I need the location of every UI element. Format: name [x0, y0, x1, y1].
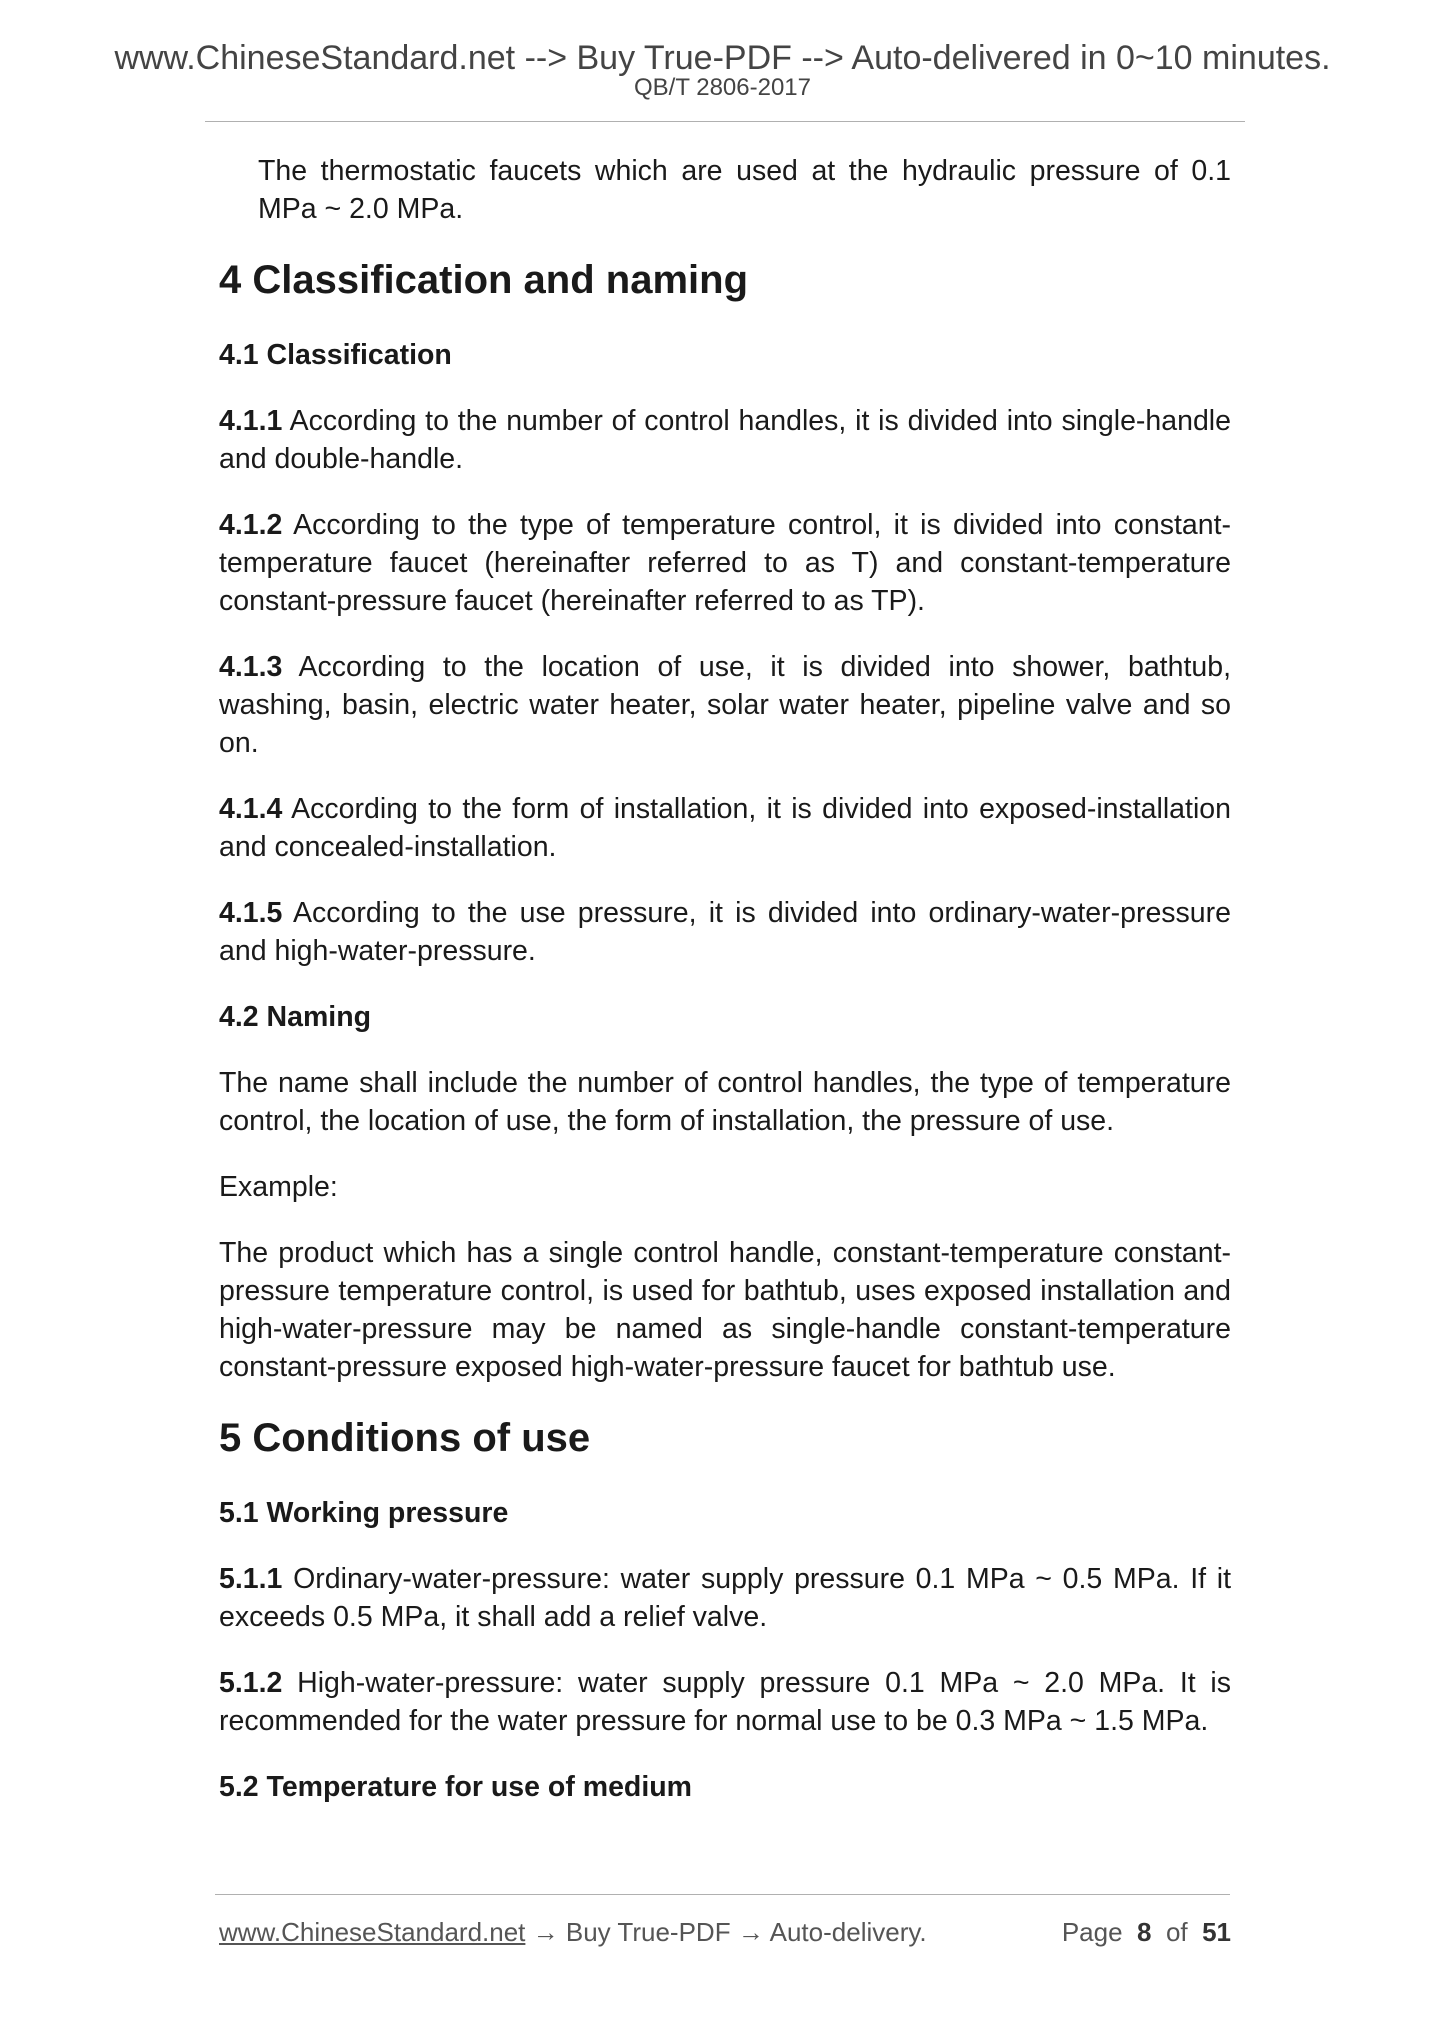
- clause-5-1-2: [219, 1664, 1231, 1740]
- example-label: Example:: [219, 1171, 338, 1203]
- subsection-5-1-heading: 5.1 Working pressure: [219, 1497, 509, 1529]
- subsection-4-1-heading: 4.1 Classification: [219, 339, 452, 371]
- standard-code: QB/T 2806-2017: [633, 74, 811, 101]
- clause-5-1-1: [219, 1560, 1231, 1636]
- clause-number: 4.1.1: [219, 405, 283, 437]
- document-body: [219, 152, 1231, 1834]
- clause-text: According to the location of use, it is divided into shower, bathtub, washing, basin, electric water heater, solar water heater, pipeline valve and so on.: [219, 651, 1231, 759]
- header-divider: [205, 121, 1245, 122]
- clause-4-1-5: [219, 894, 1231, 970]
- clause-text: According to the form of installation, it is divided into exposed-installation and concealed-installation.: [219, 793, 1231, 863]
- example-paragraph: The product which has a single control handle, constant-temperature constant-pressure temperature control, is used for bathtub, uses exposed installation and high-water-pressure may be named as single-handle constant-temperature constant-pressure exposed high-water-pressure faucet for bathtub use.: [219, 1237, 1231, 1383]
- clause-number: 4.1.2: [219, 509, 283, 541]
- footer-promo: [219, 1916, 927, 1948]
- clause-number: 5.1.2: [219, 1667, 283, 1699]
- arrow-right-icon: →: [532, 1917, 559, 1947]
- clause-number: 4.1.5: [219, 897, 283, 929]
- subsection-5-2-heading: 5.2 Temperature for use of medium: [219, 1771, 693, 1803]
- section-4-heading: 4 Classification and naming: [219, 258, 749, 302]
- footer-delivery-text: Auto-delivery.: [769, 1917, 927, 1947]
- arrow-right-icon: →: [737, 1917, 764, 1947]
- subsection-4-2-heading: 4.2 Naming: [219, 1001, 372, 1033]
- page-indicator: [1062, 1916, 1231, 1948]
- clause-4-1-2: [219, 506, 1231, 620]
- footer-divider: [215, 1894, 1230, 1895]
- clause-4-1-1: [219, 402, 1231, 478]
- footer-website-link[interactable]: www.ChineseStandard.net: [219, 1917, 526, 1947]
- page-current: 8: [1137, 1917, 1152, 1947]
- header-banner: www.ChineseStandard.net --> Buy True-PDF --> Auto-delivered in 0~10 minutes.: [114, 39, 1331, 77]
- clause-4-1-4: [219, 790, 1231, 866]
- of-label: of: [1165, 1917, 1188, 1947]
- clause-number: 5.1.1: [219, 1563, 283, 1595]
- clause-text: According to the use pressure, it is divided into ordinary-water-pressure and high-water-pressure.: [219, 897, 1231, 967]
- clause-4-1-3: [219, 648, 1231, 762]
- clause-text: According to the number of control handles, it is divided into single-handle and double-handle.: [219, 405, 1231, 475]
- clause-number: 4.1.4: [219, 793, 283, 825]
- clause-number: 4.1.3: [219, 651, 283, 683]
- footer-buy-text: Buy True-PDF: [565, 1917, 731, 1947]
- clause-text: High-water-pressure: water supply pressure 0.1 MPa ~ 2.0 MPa. It is recommended for the water pressure for normal use to be 0.3 MPa ~ 1.5 MPa.: [219, 1667, 1231, 1737]
- naming-paragraph: The name shall include the number of control handles, the type of temperature control, the location of use, the form of installation, the pressure of use.: [219, 1067, 1231, 1137]
- page-label: Page: [1061, 1917, 1123, 1947]
- section-5-heading: 5 Conditions of use: [219, 1416, 591, 1460]
- clause-text: According to the type of temperature control, it is divided into constant-temperature faucet (hereinafter referred to as T) and constant-temperature constant-pressure faucet (hereinafter referred to as TP).: [219, 509, 1231, 617]
- clause-text: Ordinary-water-pressure: water supply pressure 0.1 MPa ~ 0.5 MPa. If it exceeds 0.5 MPa, it shall add a relief valve.: [219, 1563, 1232, 1633]
- intro-paragraph: The thermostatic faucets which are used at the hydraulic pressure of 0.1 MPa ~ 2.0 MPa.: [258, 155, 1231, 225]
- page-total: 51: [1202, 1917, 1231, 1947]
